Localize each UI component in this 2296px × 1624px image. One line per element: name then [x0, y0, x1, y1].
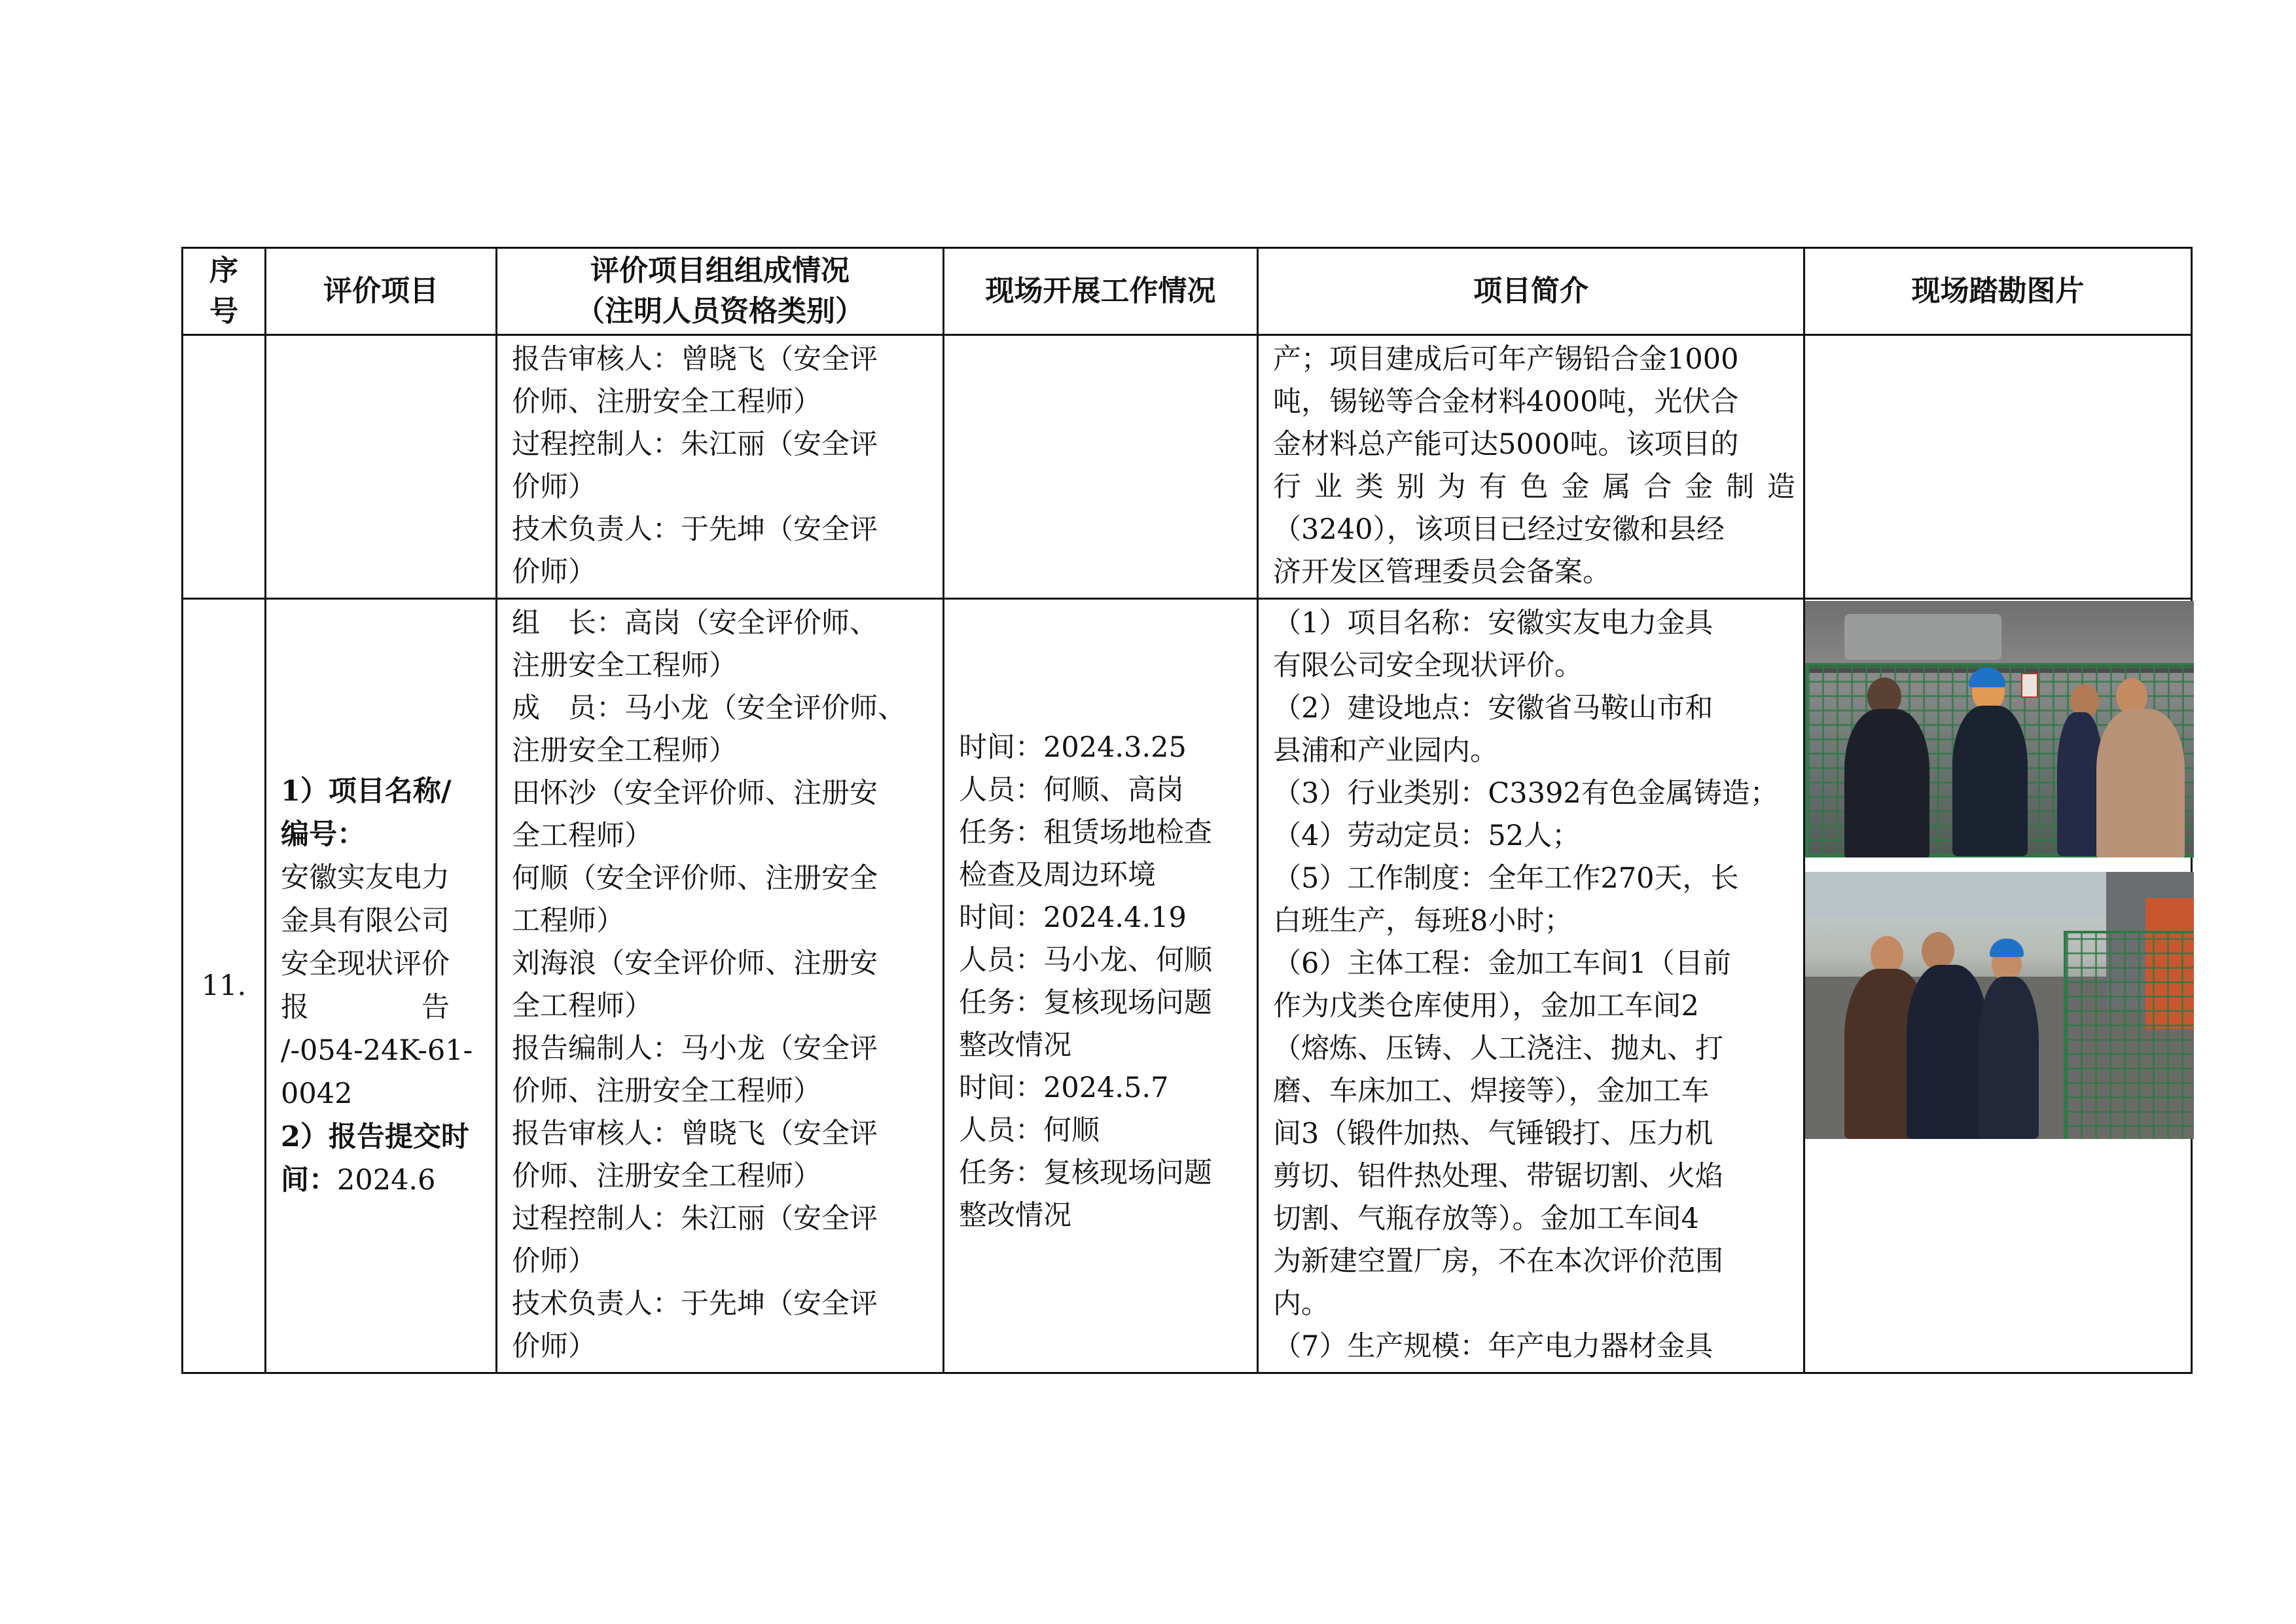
intro-line: 磨、车床加工、焊接等），金加工车 — [1273, 1075, 1710, 1108]
intro-line: 金材料总产能可达5000吨。该项目的 — [1273, 428, 1739, 461]
row-seq: 11. — [201, 969, 247, 1002]
cont-item-cell — [266, 335, 497, 599]
intro-line: （熔炼、压铸、人工浇注、抛丸、打 — [1273, 1032, 1723, 1065]
intro-line: 内。 — [1273, 1288, 1329, 1320]
table-row-11 — [183, 599, 2192, 1373]
team-line: 技术负责人：于先坤（安全评 — [512, 1288, 878, 1320]
team-line: 刘海浪（安全评价师、注册安 — [512, 947, 878, 980]
cont-photo-cell — [1804, 335, 2192, 599]
intro-line: 有限公司安全现状评价。 — [1273, 649, 1583, 682]
intro-line: （3240），该项目已经过安徽和县经 — [1273, 513, 1725, 546]
team-line: 技术负责人：于先坤（安全评 — [512, 513, 878, 546]
team-line: 报告编制人：马小龙（安全评 — [512, 1032, 878, 1065]
item-name-line: 0042 — [281, 1077, 353, 1110]
team-line: 过程控制人：朱江丽（安全评 — [512, 428, 878, 461]
item-name-line: 安徽实友电力 — [281, 861, 450, 894]
intro-line: （3）行业类别：C3392有色金属铸造； — [1273, 777, 1778, 810]
intro-line: 为新建空置厂房，不在本次评价范围 — [1273, 1245, 1723, 1278]
item-submit-value: 2024.6 — [337, 1164, 436, 1197]
team-line: 全工程师） — [512, 990, 653, 1022]
intro-line: 产；项目建成后可年产锡铅合金1000 — [1273, 343, 1739, 376]
header-photos: 现场踏勘图片 — [1804, 248, 2192, 335]
fieldwork-line: 时间：2024.5.7 — [959, 1072, 1169, 1104]
intro-line: （1）项目名称：安徽实友电力金具 — [1273, 607, 1713, 640]
intro-line: 行业类别为有色金属合金制造 — [1273, 471, 1795, 503]
header-intro: 项目简介 — [1258, 248, 1804, 335]
fieldwork-line: 人员：何顺 — [959, 1114, 1100, 1147]
team-line: 何顺（安全评价师、注册安全 — [512, 862, 878, 895]
site-photo-2 — [1805, 872, 2194, 1139]
evaluation-table — [181, 247, 2193, 1374]
item-name-label: 编号： — [281, 818, 365, 851]
item-submit-line — [281, 1159, 486, 1202]
row11-item-cell — [266, 599, 497, 1373]
fieldwork-line: 人员：何顺、高岗 — [959, 774, 1184, 806]
cont-fieldwork-cell — [944, 335, 1258, 599]
item-submit-label: 2）报告提交时 — [281, 1121, 469, 1153]
intro-line: （2）建设地点：安徽省马鞍山市和 — [1273, 692, 1713, 725]
intro-line: 县浦和产业园内。 — [1273, 734, 1498, 767]
team-line: 报告审核人：曾晓飞（安全评 — [512, 1117, 878, 1150]
team-line: 田怀沙（安全评价师、注册安 — [512, 777, 878, 810]
team-line: 价师） — [512, 1330, 596, 1363]
team-line: 过程控制人：朱江丽（安全评 — [512, 1202, 878, 1235]
fieldwork-line: 整改情况 — [959, 1199, 1071, 1232]
intro-line: 吨，锡铋等合金材料4000吨，光伏合 — [1273, 386, 1739, 418]
fieldwork-line: 任务：租赁场地检查 — [959, 816, 1212, 849]
item-name-line: 金具有限公司 — [281, 905, 450, 937]
intro-line: （6）主体工程：金加工车间1（目前 — [1273, 947, 1731, 980]
team-line: 注册安全工程师） — [512, 734, 737, 767]
table-row-continued — [183, 335, 2192, 599]
intro-line: 间3（锻件加热、气锤锻打、压力机 — [1273, 1117, 1713, 1150]
fieldwork-line: 时间：2024.3.25 — [959, 731, 1187, 764]
fieldwork-line: 整改情况 — [959, 1029, 1071, 1062]
team-line: 工程师） — [512, 905, 624, 937]
header-seq: 序 号 — [183, 248, 266, 335]
team-line: 价师） — [512, 471, 596, 503]
header-eval-item: 评价项目 — [266, 248, 497, 335]
row11-intro-cell — [1258, 599, 1804, 1373]
header-row — [183, 248, 2192, 335]
row11-photo-cell — [1804, 599, 2192, 1373]
header-fieldwork: 现场开展工作情况 — [944, 248, 1258, 335]
team-line: 全工程师） — [512, 820, 653, 852]
intro-line: 作为戊类仓库使用），金加工车间2 — [1273, 990, 1699, 1022]
row11-team-cell — [497, 599, 944, 1373]
team-line: 价师） — [512, 556, 596, 588]
intro-line: （5）工作制度：全年工作270天，长 — [1273, 862, 1739, 895]
row11-seq-cell — [183, 599, 266, 1373]
cont-team-cell — [497, 335, 944, 599]
team-line: 价师） — [512, 1245, 596, 1278]
intro-line: 白班生产，每班8小时； — [1273, 905, 1573, 937]
intro-line: 济开发区管理委员会备案。 — [1273, 556, 1611, 588]
team-line: 报告审核人：曾晓飞（安全评 — [512, 343, 878, 376]
intro-line: 切割、气瓶存放等）。金加工车间4 — [1273, 1202, 1699, 1235]
item-name-line: 报 告 — [281, 991, 450, 1024]
item-name-line: /-054-24K-61- — [281, 1034, 473, 1067]
intro-line: 剪切、铝件热处理、带锯切割、火焰 — [1273, 1160, 1723, 1193]
item-name-line: 安全现状评价 — [281, 948, 450, 981]
team-line: 价师、注册安全工程师） — [512, 1075, 821, 1108]
header-team: 评价项目组组成情况 （注明人员资格类别） — [497, 248, 944, 335]
fieldwork-line: 时间：2024.4.19 — [959, 901, 1187, 934]
team-line: 组 长：高岗（安全评价师、 — [512, 607, 878, 640]
team-line: 注册安全工程师） — [512, 649, 737, 682]
fieldwork-line: 任务：复核现场问题 — [959, 1157, 1212, 1189]
cont-seq-cell — [183, 335, 266, 599]
row11-fieldwork-cell — [944, 599, 1258, 1373]
intro-line: （7）生产规模：年产电力器材金具 — [1273, 1330, 1713, 1363]
item-submit-label-2: 间： — [281, 1164, 337, 1197]
item-name-label: 1）项目名称/ — [281, 775, 452, 808]
fieldwork-line: 人员：马小龙、何顺 — [959, 944, 1212, 977]
fieldwork-line: 任务：复核现场问题 — [959, 986, 1212, 1019]
team-line: 价师、注册安全工程师） — [512, 386, 821, 418]
team-line: 价师、注册安全工程师） — [512, 1160, 821, 1193]
team-line: 成 员：马小龙（安全评价师、 — [512, 692, 906, 725]
fieldwork-line: 检查及周边环境 — [959, 859, 1156, 892]
intro-line: （4）劳动定员：52人； — [1273, 820, 1581, 852]
site-photo-1 — [1805, 601, 2194, 857]
cont-intro-cell — [1258, 335, 1804, 599]
